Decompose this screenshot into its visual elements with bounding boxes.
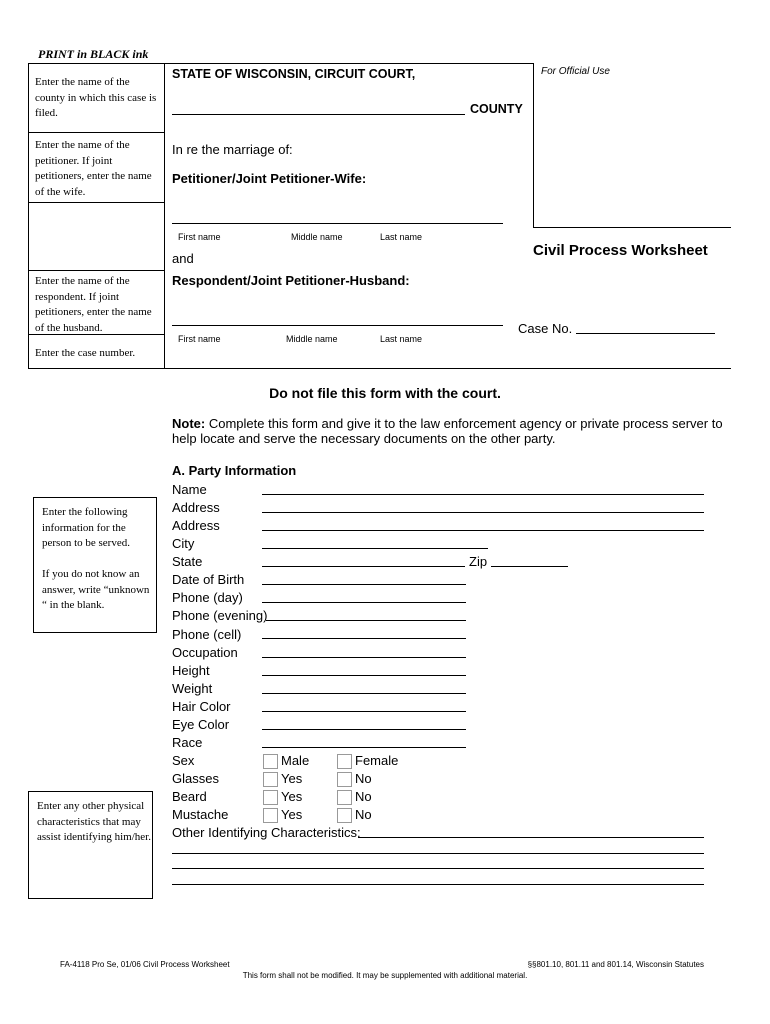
case-number-help-text: Enter the case number. <box>35 347 136 359</box>
and-label: and <box>172 251 194 266</box>
weight-blank[interactable] <box>262 693 466 694</box>
do-not-file-heading: Do not file this form with the court. <box>269 385 501 401</box>
note-line-2: help locate and serve the necessary documents on the other party. <box>172 431 556 446</box>
field-label-phone-evening: Phone (evening) <box>172 608 268 623</box>
state-blank[interactable] <box>262 566 465 567</box>
sex-male-label: Male <box>281 753 310 768</box>
mustache-label: Mustache <box>172 807 229 822</box>
name-blank[interactable] <box>262 494 704 495</box>
zip-label: Zip <box>469 554 488 569</box>
respondent-first-name-caption: First name <box>178 334 221 344</box>
field-label-occupation: Occupation <box>172 645 238 660</box>
county-label: COUNTY <box>470 102 523 116</box>
other-characteristics-blank-2[interactable] <box>172 853 704 854</box>
field-label-phone-cell: Phone (cell) <box>172 627 242 642</box>
field-label-eye-color: Eye Color <box>172 717 230 732</box>
other-characteristics-blank-1[interactable] <box>358 837 704 838</box>
other-characteristics-blank-3[interactable] <box>172 868 704 869</box>
petitioner-first-name-caption: First name <box>178 232 221 242</box>
field-label-address-2: Address <box>172 518 220 533</box>
eye-color-blank[interactable] <box>262 729 466 730</box>
mustache-yes-label: Yes <box>281 807 303 822</box>
county-blank[interactable] <box>172 114 465 115</box>
in-re-marriage-label: In re the marriage of: <box>172 142 293 157</box>
field-label-city: City <box>172 536 195 551</box>
beard-no-label: No <box>355 789 372 804</box>
respondent-middle-name-caption: Middle name <box>286 334 338 344</box>
address-1-blank[interactable] <box>262 512 704 513</box>
other-characteristics-label: Other Identifying Characteristics: <box>172 825 361 840</box>
dob-blank[interactable] <box>262 584 466 585</box>
field-label-phone-day: Phone (day) <box>172 590 243 605</box>
court-heading: STATE OF WISCONSIN, CIRCUIT COURT, <box>172 67 416 81</box>
print-note: PRINT in BLACK ink <box>38 47 149 61</box>
field-label-hair-color: Hair Color <box>172 699 231 714</box>
sex-male-checkbox[interactable] <box>263 754 278 769</box>
field-label-address-1: Address <box>172 500 220 515</box>
field-label-state: State <box>172 554 203 569</box>
mustache-yes-checkbox[interactable] <box>263 808 278 823</box>
field-label-dob: Date of Birth <box>172 572 245 587</box>
sex-female-checkbox[interactable] <box>337 754 352 769</box>
petitioner-label: Petitioner/Joint Petitioner-Wife: <box>172 171 367 186</box>
petitioner-name-blank[interactable] <box>172 223 503 224</box>
mustache-no-label: No <box>355 807 372 822</box>
mustache-no-checkbox[interactable] <box>337 808 352 823</box>
height-blank[interactable] <box>262 675 466 676</box>
county-help-text: Enter the name of the county in which this case is filed. <box>35 76 157 119</box>
respondent-label: Respondent/Joint Petitioner-Husband: <box>172 273 410 288</box>
phone-day-blank[interactable] <box>262 602 466 603</box>
person-help-text-1: Enter the following information for the person to be served. <box>42 506 130 549</box>
beard-no-checkbox[interactable] <box>337 790 352 805</box>
case-no-blank[interactable] <box>576 333 715 334</box>
other-help-text: Enter any other physical characteristics that may assist identifying him/her. <box>37 800 151 843</box>
glasses-no-label: No <box>355 771 372 786</box>
other-characteristics-blank-4[interactable] <box>172 884 704 885</box>
glasses-no-checkbox[interactable] <box>337 772 352 787</box>
phone-cell-blank[interactable] <box>262 638 466 639</box>
sex-female-label: Female <box>355 753 399 768</box>
sex-label: Sex <box>172 753 195 768</box>
race-blank[interactable] <box>262 747 466 748</box>
note-label: Note: <box>172 416 206 431</box>
note-line-1 <box>172 416 723 431</box>
official-use-label: For Official Use <box>541 66 610 77</box>
phone-evening-blank[interactable] <box>266 620 466 621</box>
person-help-text-2: If you do not know an answer, write “unknown “ in the blank. <box>42 568 150 611</box>
petitioner-help-text: Enter the name of the petitioner. If joint petitioners, enter the name of the wife. <box>35 139 152 198</box>
beard-yes-label: Yes <box>281 789 303 804</box>
zip-blank[interactable] <box>491 566 568 567</box>
respondent-name-blank[interactable] <box>172 325 503 326</box>
footer-disclaimer: This form shall not be modified. It may be supplemented with additional material. <box>242 971 528 980</box>
field-label-race: Race <box>172 735 203 750</box>
footer-form-id: FA-4118 Pro Se, 01/06 Civil Process Worksheet <box>60 960 230 969</box>
field-label-height: Height <box>172 663 210 678</box>
address-2-blank[interactable] <box>262 530 704 531</box>
petitioner-middle-name-caption: Middle name <box>291 232 343 242</box>
footer-statutes: §§801.10, 801.11 and 801.14, Wisconsin Statutes <box>527 960 704 969</box>
occupation-blank[interactable] <box>262 657 466 658</box>
form-title: Civil Process Worksheet <box>533 242 708 259</box>
glasses-yes-label: Yes <box>281 771 303 786</box>
respondent-last-name-caption: Last name <box>380 334 423 344</box>
respondent-help-text: Enter the name of the respondent. If joint petitioners, enter the name of the husband. <box>35 275 152 334</box>
field-label-weight: Weight <box>172 681 213 696</box>
glasses-yes-checkbox[interactable] <box>263 772 278 787</box>
glasses-label: Glasses <box>172 771 219 786</box>
field-label-name: Name <box>172 482 207 497</box>
city-blank[interactable] <box>262 548 488 549</box>
petitioner-last-name-caption: Last name <box>380 232 423 242</box>
beard-label: Beard <box>172 789 207 804</box>
case-no-label: Case No. <box>518 321 573 336</box>
hair-color-blank[interactable] <box>262 711 466 712</box>
beard-yes-checkbox[interactable] <box>263 790 278 805</box>
section-a-title: A. Party Information <box>172 463 297 478</box>
note-text-1: Complete this form and give it to the law enforcement agency or private process server to <box>205 416 723 431</box>
